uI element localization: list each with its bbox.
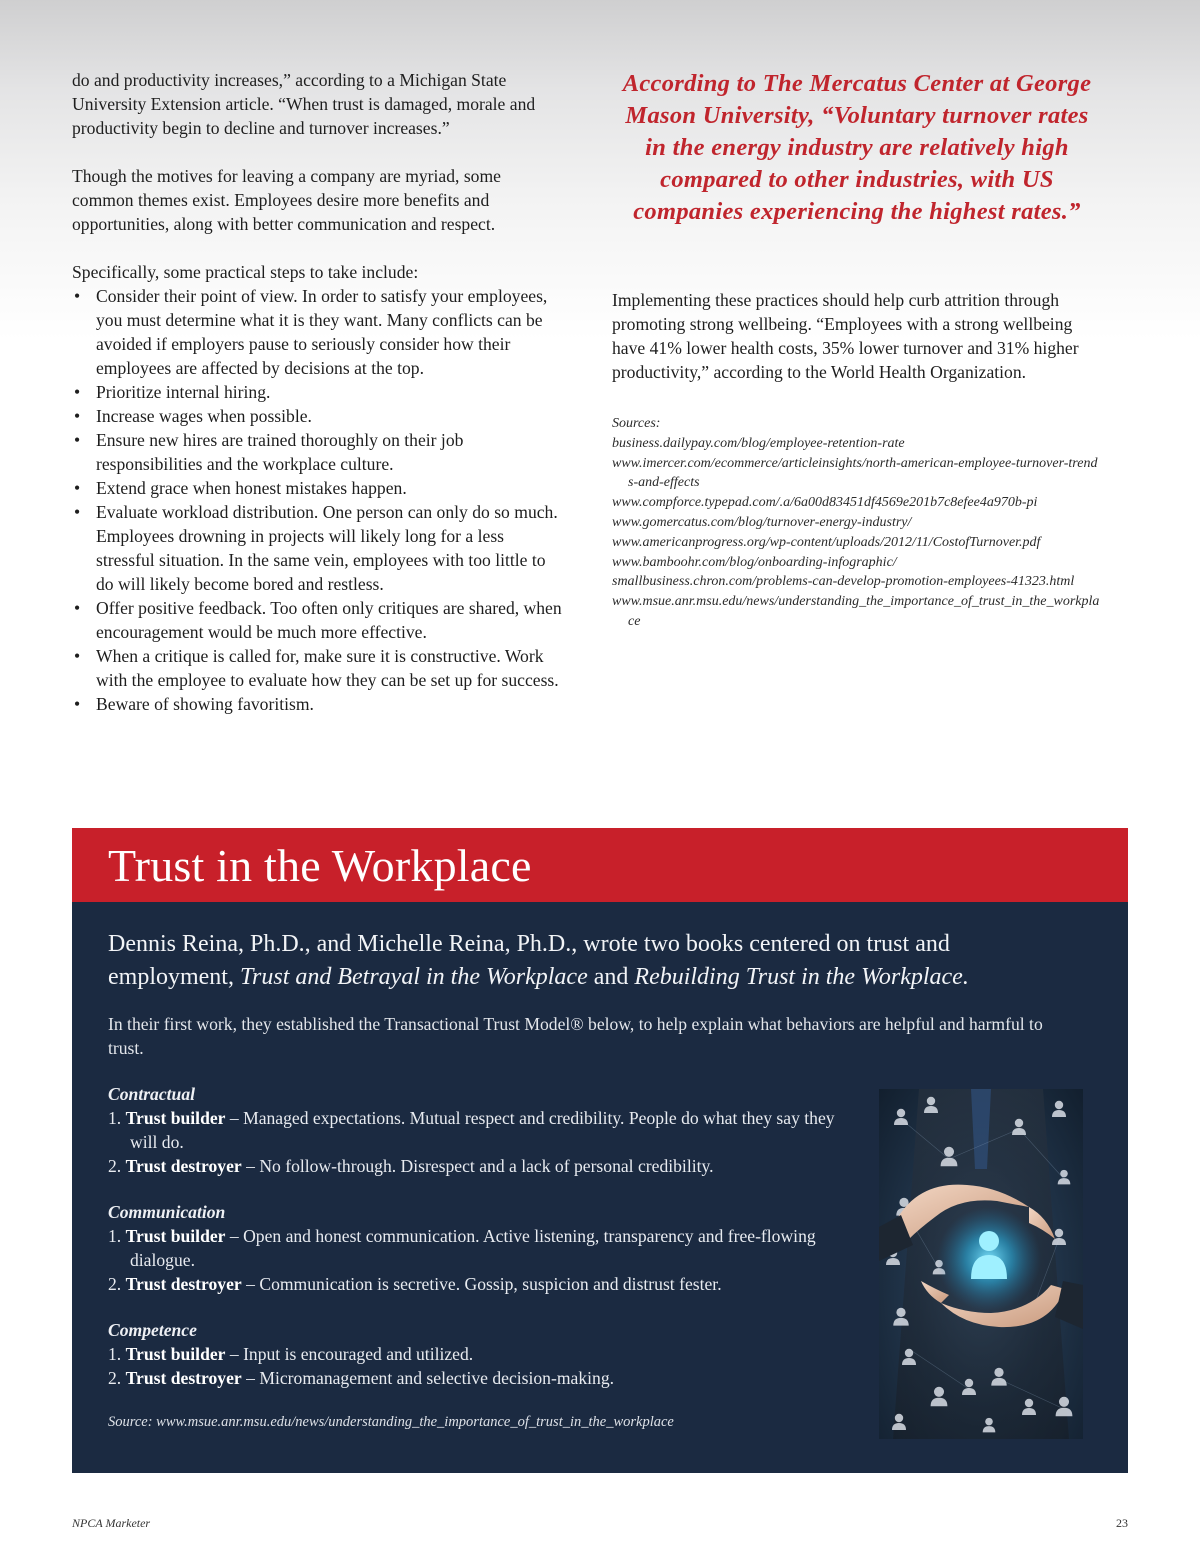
source-link[interactable]: www.americanprogress.org/wp-content/uploads/2012/11/CostofTurnover.pdf	[612, 534, 1041, 550]
item-text: – No follow-through. Disrespect and a lack of personal credibility.	[241, 1156, 714, 1176]
trust-destroyer-item: 2. Trust destroyer – No follow-through. Disrespect and a lack of personal credibility.	[108, 1156, 714, 1176]
panel-source: Source: www.msue.anr.msu.edu/news/understanding_the_importance_of_trust_in_the_workplace	[108, 1414, 674, 1430]
list-item: • Offer positive feedback. Too often only critiques are shared, when encouragement would be much more effective.	[72, 596, 562, 644]
destroyer-label: Trust destroyer	[125, 1368, 242, 1388]
right-column	[612, 68, 1102, 632]
list-item: • When a critique is called for, make sure it is constructive. Work with the employee to evaluate how they can be set up for success.	[72, 644, 562, 692]
panel-header	[72, 828, 1128, 902]
article-paragraph: Implementing these practices should help curb attrition through promoting strong wellbeing. “Employees with a strong wellbeing have 41% lower health costs, 35% lower turnover and 31% higher productivity,” according to the World Health Organization.	[612, 290, 1079, 382]
list-item: • Increase wages when possible.	[72, 404, 562, 428]
book-title: Trust and Betrayal in the Workplace	[239, 964, 588, 990]
list-item: • Prioritize internal hiring.	[72, 380, 562, 404]
list-item: • Extend grace when honest mistakes happen.	[72, 476, 562, 500]
steps-intro: Specifically, some practical steps to take include:	[72, 262, 419, 282]
lead-text: Dennis Reina, Ph.D., and Michelle Reina, Ph.D., wrote two books centered on trust and employment,	[108, 931, 950, 990]
list-item: • Beware of showing favoritism.	[72, 692, 562, 716]
item-text: – Micromanagement and selective decision-making.	[241, 1368, 615, 1388]
source-link[interactable]: www.bamboohr.com/blog/onboarding-infographic/	[612, 554, 897, 570]
trust-destroyer-item: 2. Trust destroyer – Micromanagement and selective decision-making.	[108, 1368, 615, 1388]
sources-list	[612, 414, 1102, 632]
pull-quote: According to The Mercatus Center at George Mason University, “Voluntary turnover rates in the energy industry are relatively high compared to other industries, with US companies experiencing the highest rates.”	[622, 70, 1092, 225]
panel-lead	[108, 928, 1068, 994]
trust-builder-item: 1. Trust builder – Managed expectations. Mutual respect and credibility. People do what they say they will do.	[108, 1108, 835, 1152]
source-link[interactable]: smallbusiness.chron.com/problems-can-develop-promotion-employees-41323.html	[612, 574, 1075, 590]
destroyer-label: Trust destroyer	[125, 1274, 242, 1294]
item-text: – Managed expectations. Mutual respect and credibility. People do what they say they will do.	[130, 1108, 835, 1152]
sources-title: Sources:	[612, 416, 661, 431]
panel-title: Trust in the Workplace	[108, 840, 532, 891]
item-text: – Input is encouraged and utilized.	[225, 1344, 474, 1364]
source-link[interactable]: www.compforce.typepad.com/.a/6a00d83451df4569e201b7c8efee4a970b-pi	[612, 495, 1038, 511]
trust-builder-item: 1. Trust builder – Open and honest communication. Active listening, transparency and free-flowing dialogue.	[108, 1226, 816, 1270]
trust-destroyer-item: 2. Trust destroyer – Communication is secretive. Gossip, suspicion and distrust fester.	[108, 1274, 722, 1294]
builder-label: Trust builder	[125, 1344, 226, 1364]
section-title: Contractual	[108, 1084, 196, 1104]
source-link[interactable]: www.msue.anr.msu.edu/news/understanding_the_importance_of_trust_in_the_workplace	[612, 594, 1100, 629]
panel-description: In their first work, they established the Transactional Trust Model® below, to help explain what behaviors are helpful and harmful to trust.	[108, 1014, 1043, 1058]
left-column	[72, 68, 562, 716]
model-section	[108, 1200, 848, 1296]
section-title: Communication	[108, 1202, 226, 1222]
trust-panel	[72, 828, 1128, 1473]
builder-label: Trust builder	[125, 1226, 226, 1246]
section-title: Competence	[108, 1320, 197, 1340]
book-title: Rebuilding Trust in the Workplace.	[634, 964, 969, 990]
list-item: • Consider their point of view. In order to satisfy your employees, you must determine what it is they want. Many conflicts can be avoided if employers pause to seriously consider how their employees are affected by decisions at the top.	[72, 284, 562, 380]
hands-protecting-person-icon	[879, 1089, 1083, 1439]
article-paragraph: do and productivity increases,” according to a Michigan State University Extension article. “When trust is damaged, morale and productivity begin to decline and turnover increases.”	[72, 70, 536, 138]
item-text: – Open and honest communication. Active listening, transparency and free-flowing dialogue.	[130, 1226, 816, 1270]
source-link[interactable]: business.dailypay.com/blog/employee-retention-rate	[612, 435, 905, 451]
builder-label: Trust builder	[125, 1108, 226, 1128]
list-item: • Ensure new hires are trained thoroughly on their job responsibilities and the workplace culture.	[72, 428, 562, 476]
list-item: • Evaluate workload distribution. One person can only do so much. Employees drowning in projects will likely long for a less stressful situation. In the same vein, employees with too little to do will likely become bored and restless.	[72, 500, 562, 596]
trust-builder-item: 1. Trust builder – Input is encouraged and utilized.	[108, 1344, 474, 1364]
source-link[interactable]: www.gomercatus.com/blog/turnover-energy-industry/	[612, 514, 912, 530]
model-section	[108, 1318, 848, 1390]
footer-publication: NPCA Marketer	[72, 1516, 151, 1530]
article-paragraph: Though the motives for leaving a company are myriad, some common themes exist. Employees desire more benefits and opportunities, along with better communication and respect.	[72, 166, 501, 234]
steps-list	[72, 284, 562, 716]
page-number: 23	[1116, 1516, 1128, 1530]
lead-text: and	[587, 964, 635, 990]
item-text: – Communication is secretive. Gossip, suspicion and distrust fester.	[241, 1274, 722, 1294]
source-link[interactable]: www.imercer.com/ecommerce/articleinsights/north-american-employee-turnover-trends-and-effects	[612, 455, 1098, 491]
model-section	[108, 1082, 848, 1178]
destroyer-label: Trust destroyer	[125, 1156, 242, 1176]
